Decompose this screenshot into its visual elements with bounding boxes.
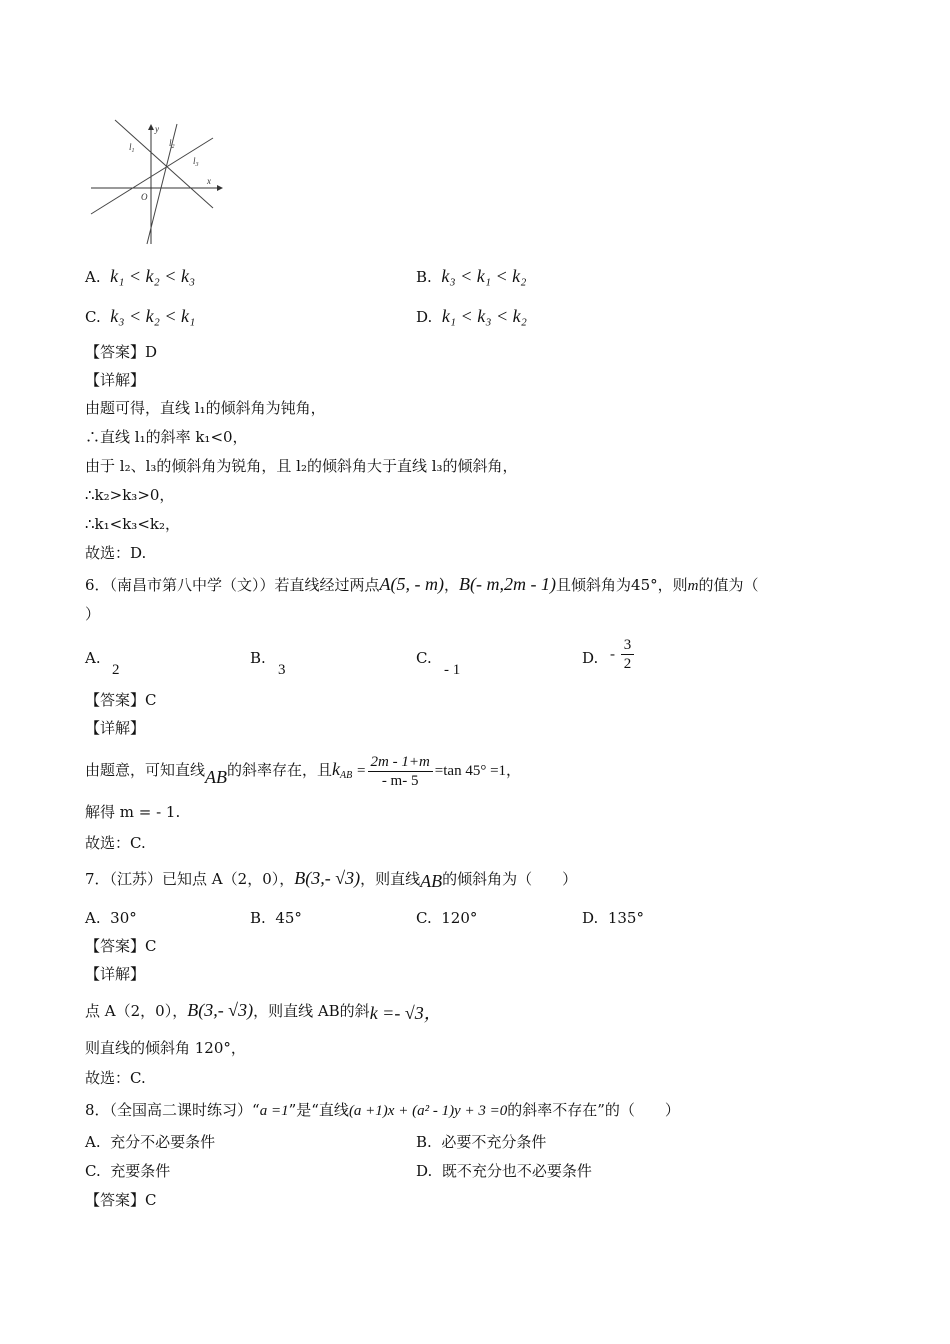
label-l3: $l_3$ [193,156,199,168]
q6-option-b: B. [250,649,266,667]
q6-option-d-value: - $\frac{3}{2}$ [610,636,636,673]
q5-detail-line-5: ∴k₁<k₃<k₂， [85,515,180,533]
q7-option-d: D. 135° [582,909,644,927]
q6-stem: 6．（南昌市第八中学（文））若直线经过两点A(5, - m)，B(- m,2m - 1)且倾斜角为45°，则m的值为（ [85,574,759,594]
lines-figure [85,112,225,248]
q6-option-d: D. [582,649,599,667]
q7-detail-line-3: 故选：C. [85,1069,146,1087]
q5-detail-title: 【详解】 [85,371,146,389]
q6-option-b-value: 3 [278,662,286,678]
label-origin: O [141,192,148,202]
q5-detail-line-1: 由题可得，直线 l₁的倾斜角为钝角， [85,399,326,417]
line-l3 [91,138,213,214]
q7-detail-line-1: 点 A（2，0），B(3,- √3)，则直线 AB的斜k =- √3， [85,1000,442,1023]
q8-option-b: B. 必要不充分条件 [416,1133,547,1151]
q7-option-b: B. 45° [250,909,302,927]
label-l2: $l_2$ [169,138,175,150]
q7-detail-title: 【详解】 [85,965,146,983]
q7-stem: 7．（江苏）已知点 A（2，0），B(3,- √3)，则直线AB的倾斜角为（ ） [85,868,578,891]
q8-answer: 【答案】C [85,1191,157,1209]
q5-option-b: B. k₃ < k₁ < k₂ [416,266,527,286]
q6-detail-line-3: 故选：C. [85,834,146,852]
q7-answer: 【答案】C [85,937,157,955]
q7-option-a: A. 30° [85,909,137,927]
x-axis-arrow [217,185,223,191]
q6-detail-line-1: 由题意，可知直线AB的斜率存在，且$k_{AB}$ = $\frac{2m - 1+m}{- m- 5}$ =tan 45° =1， [85,753,522,789]
q6-answer: 【答案】C [85,691,157,709]
label-y: y [155,124,159,134]
q7-option-c: C. 120° [416,909,478,927]
q6-option-c: C. [416,649,432,667]
q6-option-a: A. [85,649,101,667]
q6-option-a-value: 2 [112,662,120,678]
q5-detail-line-6: 故选：D. [85,544,147,562]
q6-stem-close: ） [85,605,101,623]
y-axis-arrow [148,124,154,130]
q6-option-c-value: - 1 [444,662,461,678]
q5-detail-line-4: ∴k₂>k₃>0， [85,486,175,504]
q8-stem: 8．（全国高二课时练习）“a =1”是“直线(a +1)x + (a² - 1)y + 3 =0的斜率不存在”的（ ） [85,1101,680,1119]
label-l1: $l_1$ [129,142,135,154]
label-x: x [207,176,211,186]
q8-option-a: A. 充分不必要条件 [85,1133,216,1151]
q5-option-c: C. k₃ < k₂ < k₁ [85,306,196,326]
q5-option-d: D. k₁ < k₃ < k₂ [416,306,527,326]
q5-answer: 【答案】D [85,343,158,361]
q6-detail-title: 【详解】 [85,719,146,737]
q8-option-d: D. 既不充分也不必要条件 [416,1162,592,1180]
q8-option-c: C. 充要条件 [85,1162,171,1180]
q5-detail-line-3: 由于 l₂、l₃的倾斜角为锐角，且 l₂的倾斜角大于直线 l₃的倾斜角， [85,457,518,475]
q5-option-a: A. k₁ < k₂ < k₃ [85,266,196,286]
q7-detail-line-2: 则直线的倾斜角 120°， [85,1039,246,1057]
q5-detail-line-2: ∴直线 l₁的斜率 k₁<0， [85,428,248,446]
q6-detail-line-2: 解得 m = - 1. [85,803,181,821]
